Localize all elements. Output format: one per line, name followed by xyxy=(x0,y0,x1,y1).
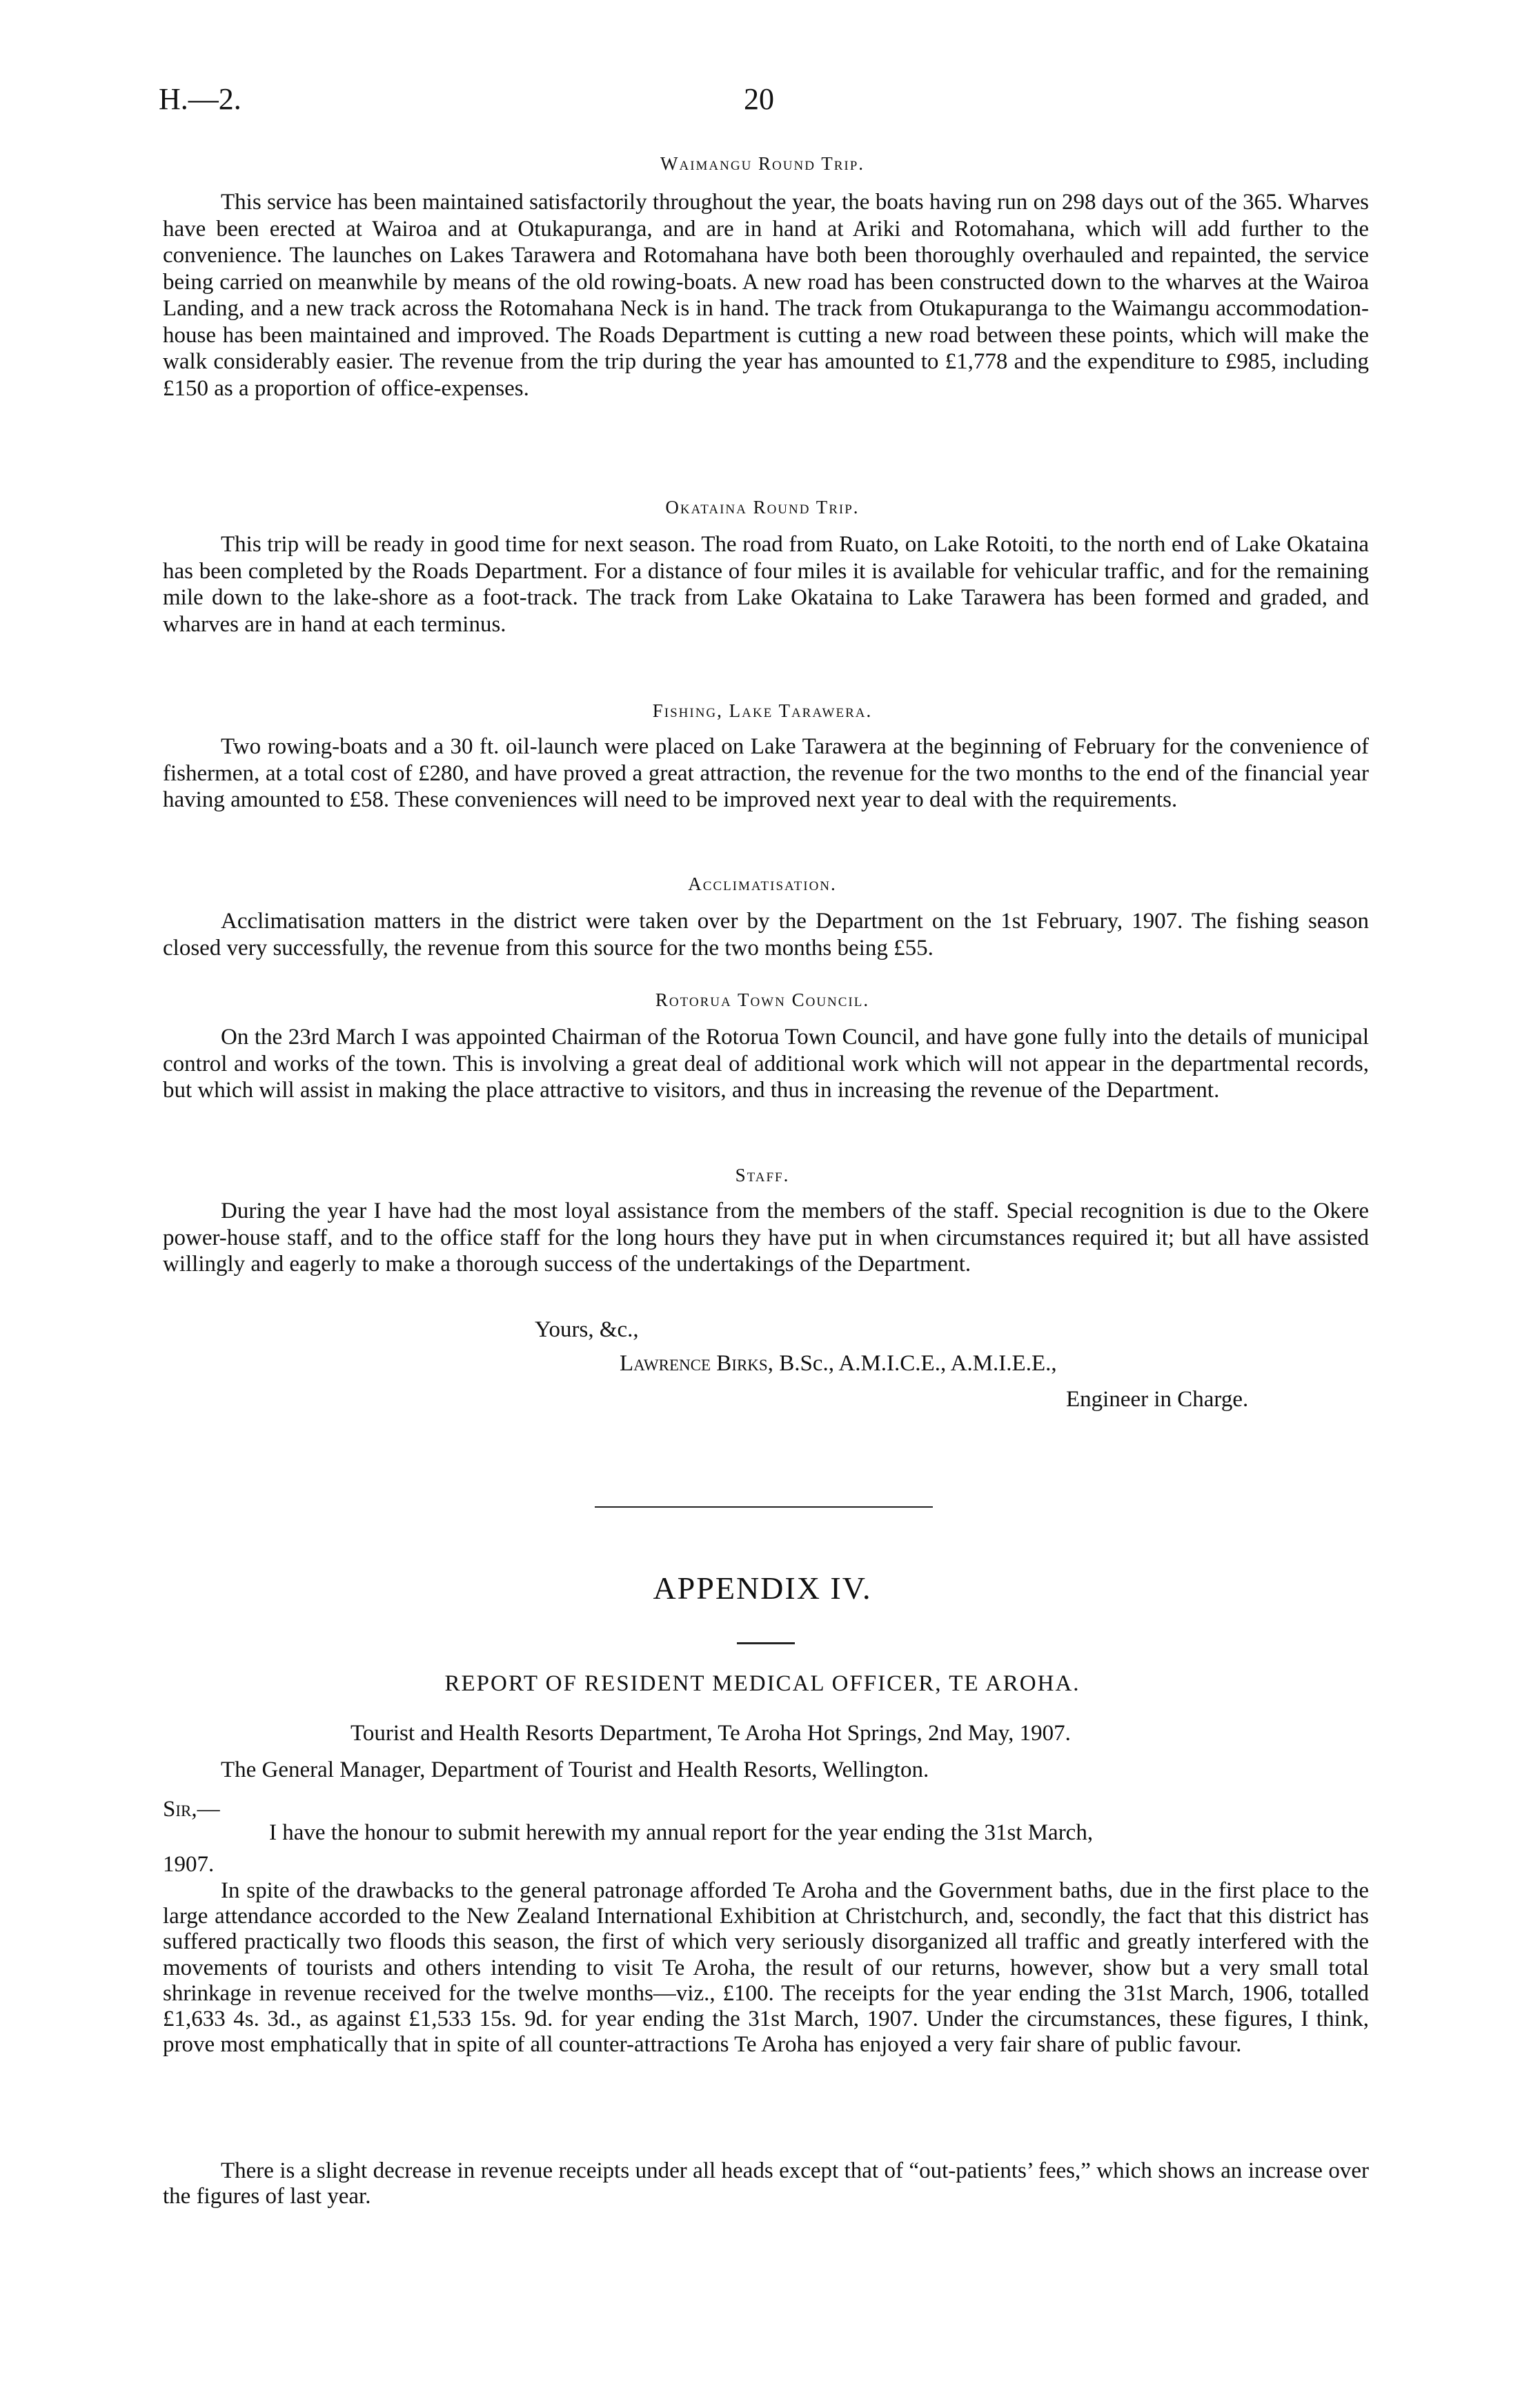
page-reference: H.—2. xyxy=(159,82,241,116)
letter-paragraph: There is a slight decrease in revenue receipts under all heads except that of “out-patients’ fees,” which shows an increase over the figures of last year. xyxy=(163,2158,1369,2209)
section-paragraph-okataina: This trip will be ready in good time for next season. The road from Ruato, on Lake Rotoiti, to the north end of Lake Okataina has been completed by the Roads Department. For a distance of four miles it is available for vehicular traffic, and for the remaining mile down to the lake-shore as a foot-track. The track from Lake Okataina to Lake Tarawera has been formed and graded, and wharves are in hand at each terminus. xyxy=(163,532,1369,637)
section-title-staff: Staff. xyxy=(735,1165,790,1185)
signoff-closing: Yours, &c., xyxy=(535,1317,639,1342)
letter-salutation: Sir,— xyxy=(163,1797,220,1822)
section-divider xyxy=(595,1506,933,1508)
signoff-signature xyxy=(620,1351,1057,1377)
letter-from-line: Tourist and Health Resorts Department, Te Aroha Hot Springs, 2nd May, 1907. xyxy=(351,1721,1071,1746)
appendix-heading: APPENDIX IV. xyxy=(653,1570,872,1606)
signoff-credentials: B.Sc., A.M.I.C.E., A.M.I.E.E., xyxy=(779,1351,1057,1376)
section-paragraph-town-council: On the 23rd March I was appointed Chairman of the Rotorua Town Council, and have gone fully into the details of municipal control and works of the town. This is involving a great deal of additional work which will not appear in the departmental records, but which will assist in making the place attractive to visitors, and thus in increasing the revenue of the Department. xyxy=(163,1025,1369,1103)
section-paragraph-acclimatisation: Acclimatisation matters in the district were taken over by the Department on the 1st February, 1907. The fishing season closed very successfully, the revenue from this source for the two months being £55. xyxy=(163,909,1369,960)
letter-to-line: The General Manager, Department of Tourist and Health Resorts, Wellington. xyxy=(221,1757,929,1782)
section-paragraph-waimangu: This service has been maintained satisfactorily throughout the year, the boats having run on 298 days out of the 365. Wharves have been erected at Wairoa and at Otukapuranga, and are in hand at Ariki and Rotomahana, which will add further to the convenience. The launches on Lakes Tarawera and Rotomahana have both been thoroughly overhauled and repainted, the service being carried on meanwhile by means of the old rowing-boats. A new road has been constructed down to the wharves at the Wairoa Landing, and a new track across the Rotomahana Neck is in hand. The track from Otukapuranga to the Waimangu accommodation-house has been maintained and improved. The Roads Department is cutting a new road between these points, which will make the walk considerably easier. The revenue from the trip during the year has amounted to £1,778 and the expenditure to £985, including £150 as a proportion of office-expenses. xyxy=(163,190,1369,401)
section-title-okataina: Okataina Round Trip. xyxy=(665,497,860,518)
letter-opening-line: I have the honour to submit herewith my annual report for the year ending the 31st March, xyxy=(269,1820,1094,1845)
signoff-role: Engineer in Charge. xyxy=(1066,1387,1249,1412)
section-paragraph-staff: During the year I have had the most loyal assistance from the members of the staff. Special recognition is due to the Okere power-house staff, and to the office staff for the long hours they have put in when circumstances required it; but all have assisted willingly and eagerly to make a thorough success of the undertakings of the Department. xyxy=(163,1199,1369,1277)
report-title: REPORT OF RESIDENT MEDICAL OFFICER, TE AROHA. xyxy=(444,1671,1080,1696)
page-number: 20 xyxy=(744,82,774,116)
signoff-name: Lawrence Birks, xyxy=(620,1351,773,1376)
section-paragraph-fishing: Two rowing-boats and a 30 ft. oil-launch were placed on Lake Tarawera at the beginning of February for the convenience of fishermen, at a total cost of £280, and have proved a great attraction, the revenue for the two months to the end of the financial year having amounted to £58. These conveniences will need to be improved next year to deal with the requirements. xyxy=(163,734,1369,812)
letter-paragraph: In spite of the drawbacks to the general patronage afforded Te Aroha and the Government baths, due in the first place to the large attendance accorded to the New Zealand International Exhibition at Christchurch, and, secondly, the fact that this district has suffered practically two floods this season, the first of which very seriously disorganized all traffic and greatly interfered with the movements of tourists and others intending to visit Te Aroha, the result of our returns, however, show but a very small total shrinkage in revenue received for the twelve months—viz., £100. The receipts for the year ending the 31st March, 1906, totalled £1,633 4s. 3d., as against £1,533 15s. 9d. for year ending the 31st March, 1907. Under the circumstances, these figures, I think, prove most emphatically that in spite of all counter-attractions Te Aroha has enjoyed a very fair share of public favour. xyxy=(163,1878,1369,2058)
letter-opening-year: 1907. xyxy=(163,1852,215,1877)
section-title-waimangu: Waimangu Round Trip. xyxy=(660,153,865,174)
section-title-acclimatisation: Acclimatisation. xyxy=(688,874,837,894)
appendix-rule xyxy=(737,1642,795,1644)
section-title-town-council: Rotorua Town Council. xyxy=(655,989,870,1010)
section-title-fishing: Fishing, Lake Tarawera. xyxy=(652,700,873,721)
